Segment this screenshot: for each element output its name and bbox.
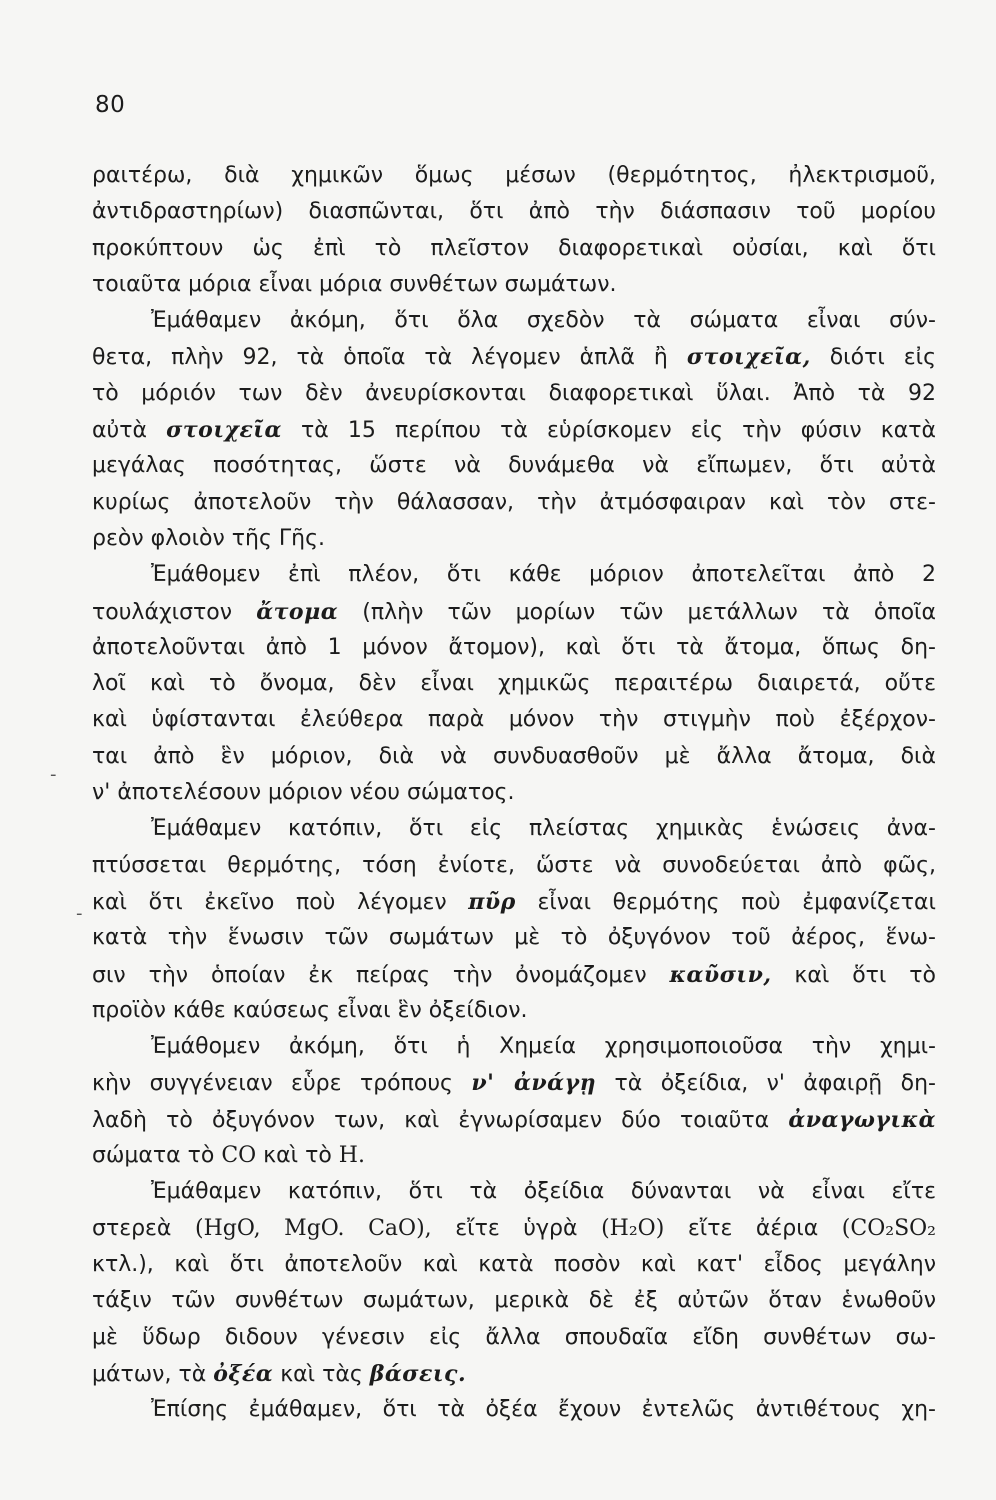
text-segment: διότι εἰς bbox=[810, 345, 936, 371]
emphasized-term: στοιχεῖα, bbox=[686, 344, 811, 371]
text-line bbox=[92, 267, 936, 303]
text-line bbox=[92, 1392, 936, 1428]
text-line bbox=[92, 811, 936, 847]
text-segment: τάξιν τῶν συνθέτων σωμάτων, μερικὰ δὲ ἐξ αὐτῶν ὅταν ἑνωθοῦν bbox=[92, 1288, 936, 1314]
emphasized-term: πῦρ bbox=[468, 888, 516, 915]
text-segment: προϊὸν κάθε καύσεως εἶναι ἓν ὀξείδιον. bbox=[92, 997, 528, 1023]
text-line bbox=[92, 448, 936, 484]
text-line bbox=[92, 920, 936, 956]
text-line bbox=[92, 848, 936, 884]
text-segment: (πλὴν τῶν μορίων τῶν μετάλλων τὰ ὁποῖα bbox=[338, 599, 936, 625]
text-segment: Ἐμάθαμεν κατόπιν, ὅτι εἰς πλείστας χημικὰς ἑνώσεις ἀνα- bbox=[151, 816, 936, 842]
text-segment: καὶ ὑφίστανται ἐλεύθερα παρὰ μόνον τὴν στιγμὴν ποὺ ἐξέρχον- bbox=[92, 707, 936, 733]
text-segment: ἀντιδραστηρίων) διασπῶνται, ὅτι ἀπὸ τὴν διάσπασιν τοῦ μορίου bbox=[92, 199, 936, 225]
text-line bbox=[92, 412, 936, 448]
text-segment: στερεὰ bbox=[92, 1215, 196, 1241]
text-segment: (H₂O) bbox=[601, 1215, 665, 1241]
text-line bbox=[92, 666, 936, 702]
text-segment: (HgO, MgO. CaO), bbox=[195, 1215, 432, 1241]
emphasized-term: βάσεις. bbox=[369, 1360, 467, 1387]
text-segment: τουλάχιστον bbox=[92, 599, 257, 625]
text-line bbox=[92, 1247, 936, 1283]
emphasized-term: ἀναγωγικὰ bbox=[788, 1106, 936, 1133]
text-segment: τὸ μόριόν των δὲν ἀνευρίσκονται διαφορετικαὶ ὕλαι. Ἀπὸ τὰ 92 bbox=[92, 380, 936, 406]
text-line bbox=[92, 993, 936, 1029]
text-line bbox=[92, 557, 936, 593]
text-line bbox=[92, 957, 936, 993]
text-line bbox=[92, 1356, 936, 1392]
text-line bbox=[92, 630, 936, 666]
text-segment: (CO₂SO₂ bbox=[841, 1215, 936, 1241]
emphasized-term: ν' ἀνάγῃ bbox=[471, 1070, 597, 1097]
text-segment: ραιτέρω, διὰ χημικῶν ὅμως μέσων (θερμότητος, ἠλεκτρισμοῦ, bbox=[92, 163, 936, 188]
text-segment: κυρίως ἀποτελοῦν τὴν θάλασσαν, τὴν ἀτμόσφαιραν καὶ τὸν στε- bbox=[92, 489, 936, 515]
text-segment: τὰ ὀξείδια, ν' ἀφαιρῇ δη- bbox=[596, 1071, 936, 1097]
text-segment: ται ἀπὸ ἓν μόριον, διὰ νὰ συνδυασθοῦν μὲ ἄλλα ἄτομα, διὰ bbox=[92, 743, 936, 769]
text-segment: Ἐμάθαμεν κατόπιν, ὅτι τὰ ὀξείδια δύνανται νὰ εἶναι εἴτε bbox=[151, 1179, 936, 1205]
text-line bbox=[92, 1138, 936, 1174]
text-line bbox=[92, 339, 936, 375]
text-line bbox=[92, 884, 936, 920]
text-segment: Ἐμάθαμεν ἀκόμη, ὅτι ὅλα σχεδὸν τὰ σώματα εἶναι σύν- bbox=[151, 308, 936, 334]
text-segment: τοιαῦτα μόρια εἶναι μόρια συνθέτων σωμάτων. bbox=[92, 271, 617, 297]
text-segment: εἴτε ὑγρὰ bbox=[431, 1215, 602, 1241]
margin-mark: - bbox=[76, 903, 83, 924]
text-segment: CO bbox=[221, 1143, 257, 1169]
text-segment: εἶναι θερμότης ποὺ ἐμφανίζεται bbox=[515, 889, 936, 915]
text-segment: σώματα τὸ bbox=[92, 1143, 222, 1169]
text-segment: μάτων, τὰ bbox=[92, 1361, 214, 1387]
text-line bbox=[92, 775, 936, 811]
text-line bbox=[92, 376, 936, 412]
text-line bbox=[92, 702, 936, 738]
text-line bbox=[92, 231, 936, 267]
text-segment: σιν τὴν ὁποίαν ἐκ πείρας τὴν ὀνομάζομεν bbox=[92, 962, 670, 988]
text-segment: μὲ ὕδωρ διδουν γένεσιν εἰς ἄλλα σπουδαῖα εἴδη συνθέτων σω- bbox=[92, 1324, 936, 1350]
text-segment: τὰ 15 περίπου τὰ εὑρίσκομεν εἰς τὴν φύσιν κατὰ bbox=[281, 418, 936, 444]
text-segment: ἀποτελοῦνται ἀπὸ 1 μόνον ἄτομον), καὶ ὅτι τὰ ἄτομα, ὅπως δη- bbox=[92, 634, 936, 660]
text-line bbox=[92, 594, 936, 630]
text-line bbox=[92, 1065, 936, 1101]
text-segment: θετα, πλὴν 92, τὰ ὁποῖα τὰ λέγομεν ἁπλᾶ ἢ bbox=[92, 345, 687, 371]
text-segment: πτύσσεται θερμότης, τόση ἐνίοτε, ὥστε νὰ συνοδεύεται ἀπὸ φῶς, bbox=[92, 852, 936, 878]
text-segment: κτλ.), καὶ ὅτι ἀποτελοῦν καὶ κατὰ ποσὸν καὶ κατ' εἶδος μεγάλην bbox=[92, 1251, 936, 1277]
text-segment: καὶ τὸ bbox=[256, 1143, 339, 1169]
text-segment: κὴν συγγένειαν εὗρε τρόπους bbox=[92, 1071, 472, 1097]
text-segment: ρεὸν φλοιὸν τῆς Γῆς. bbox=[92, 525, 325, 551]
text-line bbox=[92, 739, 936, 775]
emphasized-term: ἄτομα bbox=[256, 598, 339, 625]
text-line bbox=[92, 1029, 936, 1065]
text-line bbox=[92, 1320, 936, 1356]
page-number: 80 bbox=[95, 92, 126, 118]
text-line bbox=[92, 1283, 936, 1319]
emphasized-term: στοιχεῖα bbox=[166, 417, 282, 444]
text-line bbox=[92, 303, 936, 339]
text-segment: εἴτε ἀέρια bbox=[664, 1215, 842, 1241]
text-segment: καὶ ὅτι τὸ bbox=[771, 962, 936, 988]
text-segment: κατὰ τὴν ἕνωσιν τῶν σωμάτων μὲ τὸ ὀξυγόνον τοῦ ἀέρος, ἕνω- bbox=[92, 925, 936, 951]
emphasized-term: καῦσιν, bbox=[669, 961, 772, 988]
text-segment: H. bbox=[338, 1143, 365, 1169]
text-segment: Ἐμάθομεν ἐπὶ πλέον, ὅτι κάθε μόριον ἀποτελεῖται ἀπὸ 2 bbox=[151, 562, 936, 588]
text-line bbox=[92, 1102, 936, 1138]
text-segment: μεγάλας ποσότητας, ὥστε νὰ δυνάμεθα νὰ εἴπωμεν, ὅτι αὐτὰ bbox=[92, 453, 936, 479]
text-segment: προκύπτουν ὡς ἐπὶ τὸ πλεῖστον διαφορετικαὶ οὐσίαι, καὶ ὅτι bbox=[92, 235, 936, 261]
text-segment: Ἐπίσης ἐμάθαμεν, ὅτι τὰ ὀξέα ἔχουν ἐντελῶς ἀντιθέτους χη- bbox=[151, 1397, 936, 1423]
text-line bbox=[92, 521, 936, 557]
text-segment: λαδὴ τὸ ὀξυγόνον των, καὶ ἐγνωρίσαμεν δύο τοιαῦτα bbox=[92, 1107, 789, 1133]
text-segment: αὐτὰ bbox=[92, 418, 167, 444]
text-segment: Ἐμάθομεν ἀκόμη, ὅτι ἡ Χημεία χρησιμοποιοῦσα τὴν χημι- bbox=[151, 1034, 936, 1060]
margin-mark: - bbox=[50, 764, 57, 785]
text-line bbox=[92, 485, 936, 521]
body-text bbox=[92, 158, 936, 1428]
text-segment: καὶ τὰς bbox=[273, 1361, 370, 1387]
text-segment: καὶ ὅτι ἐκεῖνο ποὺ λέγομεν bbox=[92, 889, 469, 915]
emphasized-term: ὀξέα bbox=[213, 1360, 274, 1387]
text-line bbox=[92, 194, 936, 230]
text-segment: ν' ἀποτελέσουν μόριον νέου σώματος. bbox=[92, 780, 515, 806]
text-segment: λοῖ καὶ τὸ ὄνομα, δὲν εἶναι χημικῶς περαιτέρω διαιρετά, οὔτε bbox=[92, 671, 936, 697]
text-line bbox=[92, 158, 936, 194]
text-line bbox=[92, 1211, 936, 1247]
text-line bbox=[92, 1174, 936, 1210]
